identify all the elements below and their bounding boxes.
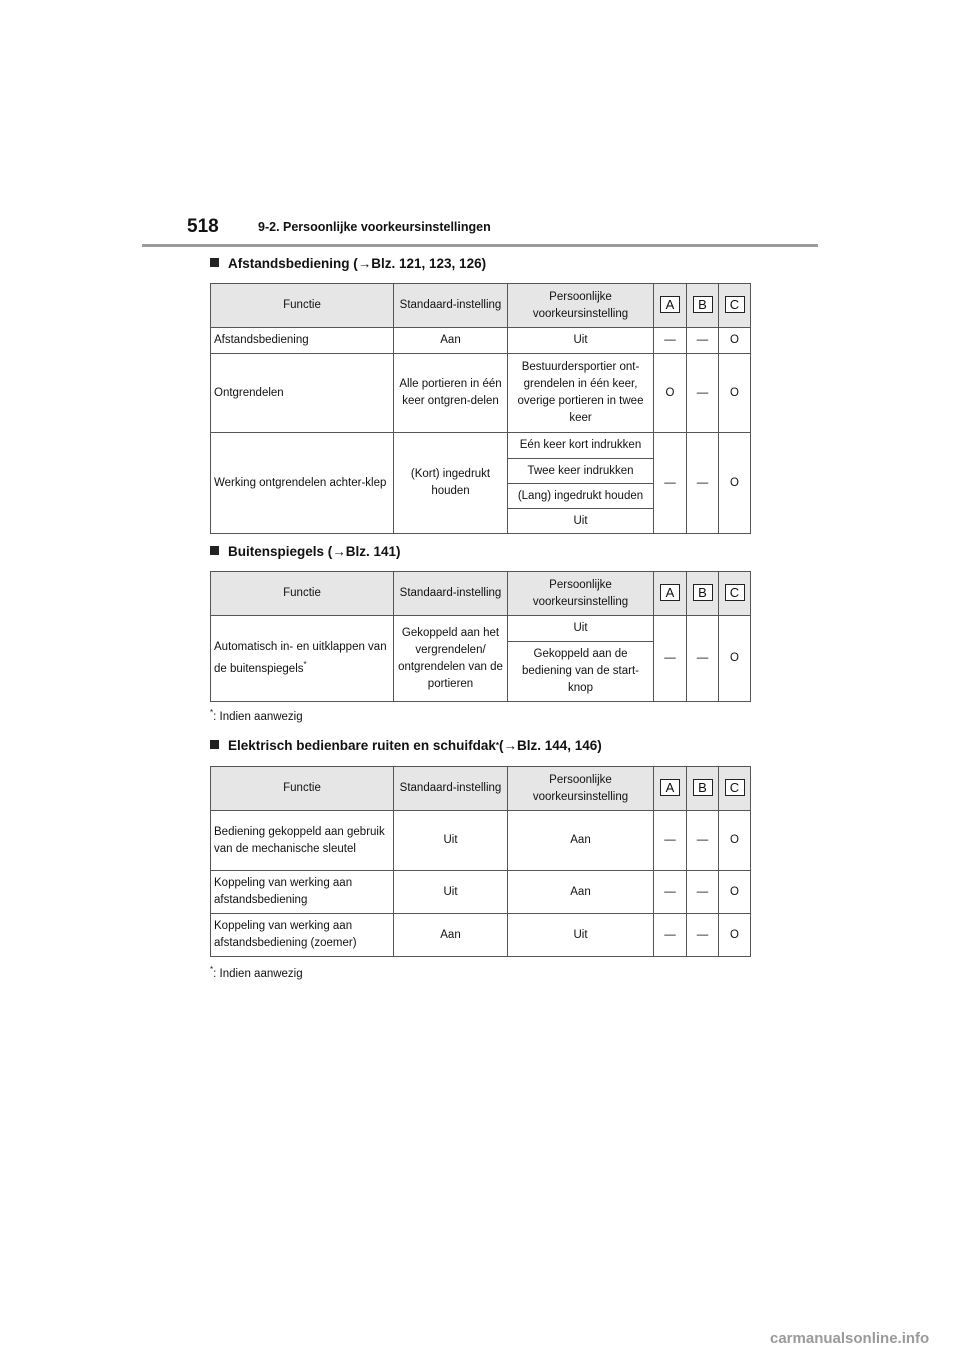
section-heading-buitenspiegels (210, 544, 401, 559)
header-standaard: Standaard-instelling (394, 767, 508, 811)
table-buitenspiegels (210, 571, 751, 702)
table-row: Werking ontgrendelen achter-klep (Kort) ingedrukt houden Eén keer kort indrukken — — O (211, 433, 751, 459)
header-c: C (719, 572, 751, 616)
table-row: Automatisch in- en uitklappen van de buitenspiegels* Gekoppeld aan het vergrendelen/ ontgrendelen van de portieren Uit — — O (211, 616, 751, 642)
page-number: 518 (187, 216, 219, 237)
table-header-row (211, 767, 751, 811)
footnote: *: Indien aanwezig (210, 965, 303, 980)
chapter-title: 9-2. Persoonlijke voorkeursinstellingen (258, 220, 491, 234)
table-row: Koppeling van werking aan afstandsbediening Uit Aan — — O (211, 871, 751, 914)
table-row: (Lang) ingedrukt houden (211, 484, 751, 509)
header-persoonlijk: Persoonlijke voorkeursinstelling (508, 767, 654, 811)
watermark: carmanualsonline.info (770, 1330, 930, 1347)
square-bullet-icon (210, 546, 219, 555)
header-b: B (687, 572, 719, 616)
section-heading-afstandsbediening (210, 256, 486, 271)
header-rule (142, 244, 818, 247)
footnote: *: Indien aanwezig (210, 708, 303, 723)
header-functie: Functie (211, 767, 394, 811)
square-bullet-icon (210, 258, 219, 267)
section-title: Buitenspiegels (→Blz. 141) (228, 544, 401, 559)
table-row: Ontgrendelen Alle portieren in één keer ontgren-delen Bestuurdersportier ont-grendelen in één keer, overige portieren in twee keer O — O (211, 354, 751, 433)
square-bullet-icon (210, 740, 219, 749)
table-header-row (211, 572, 751, 616)
table-header-row (211, 284, 751, 328)
section-title: Elektrisch bedienbare ruiten en schuifdak (228, 738, 496, 753)
header-a: A (654, 767, 687, 811)
header-b: B (687, 767, 719, 811)
header-c: C (719, 284, 751, 328)
table-row: Uit (211, 509, 751, 534)
section-title: Afstandsbediening (→Blz. 121, 123, 126) (228, 256, 487, 271)
header-persoonlijk: Persoonlijke voorkeursinstelling (508, 284, 654, 328)
table-row: Gekoppeld aan de bediening van de start-knop (211, 642, 751, 702)
header-c: C (719, 767, 751, 811)
table-ruiten (210, 766, 751, 957)
table-row: Twee keer indrukken (211, 459, 751, 484)
table-row: Koppeling van werking aan afstandsbediening (zoemer) Aan Uit — — O (211, 914, 751, 957)
section-heading-ruiten: Elektrisch bedienbare ruiten en schuifdak * (→Blz. 144, 146) (210, 738, 602, 753)
header-persoonlijk: Persoonlijke voorkeursinstelling (508, 572, 654, 616)
table-row: Afstandsbediening Aan Uit — — O (211, 328, 751, 354)
header-functie: Functie (211, 284, 394, 328)
header-standaard: Standaard-instelling (394, 572, 508, 616)
header-a: A (654, 572, 687, 616)
header-functie: Functie (211, 572, 394, 616)
table-afstandsbediening (210, 283, 751, 534)
table-row: Bediening gekoppeld aan gebruik van de mechanische sleutel Uit Aan — — O (211, 811, 751, 871)
header-b: B (687, 284, 719, 328)
header-a: A (654, 284, 687, 328)
header-standaard: Standaard-instelling (394, 284, 508, 328)
